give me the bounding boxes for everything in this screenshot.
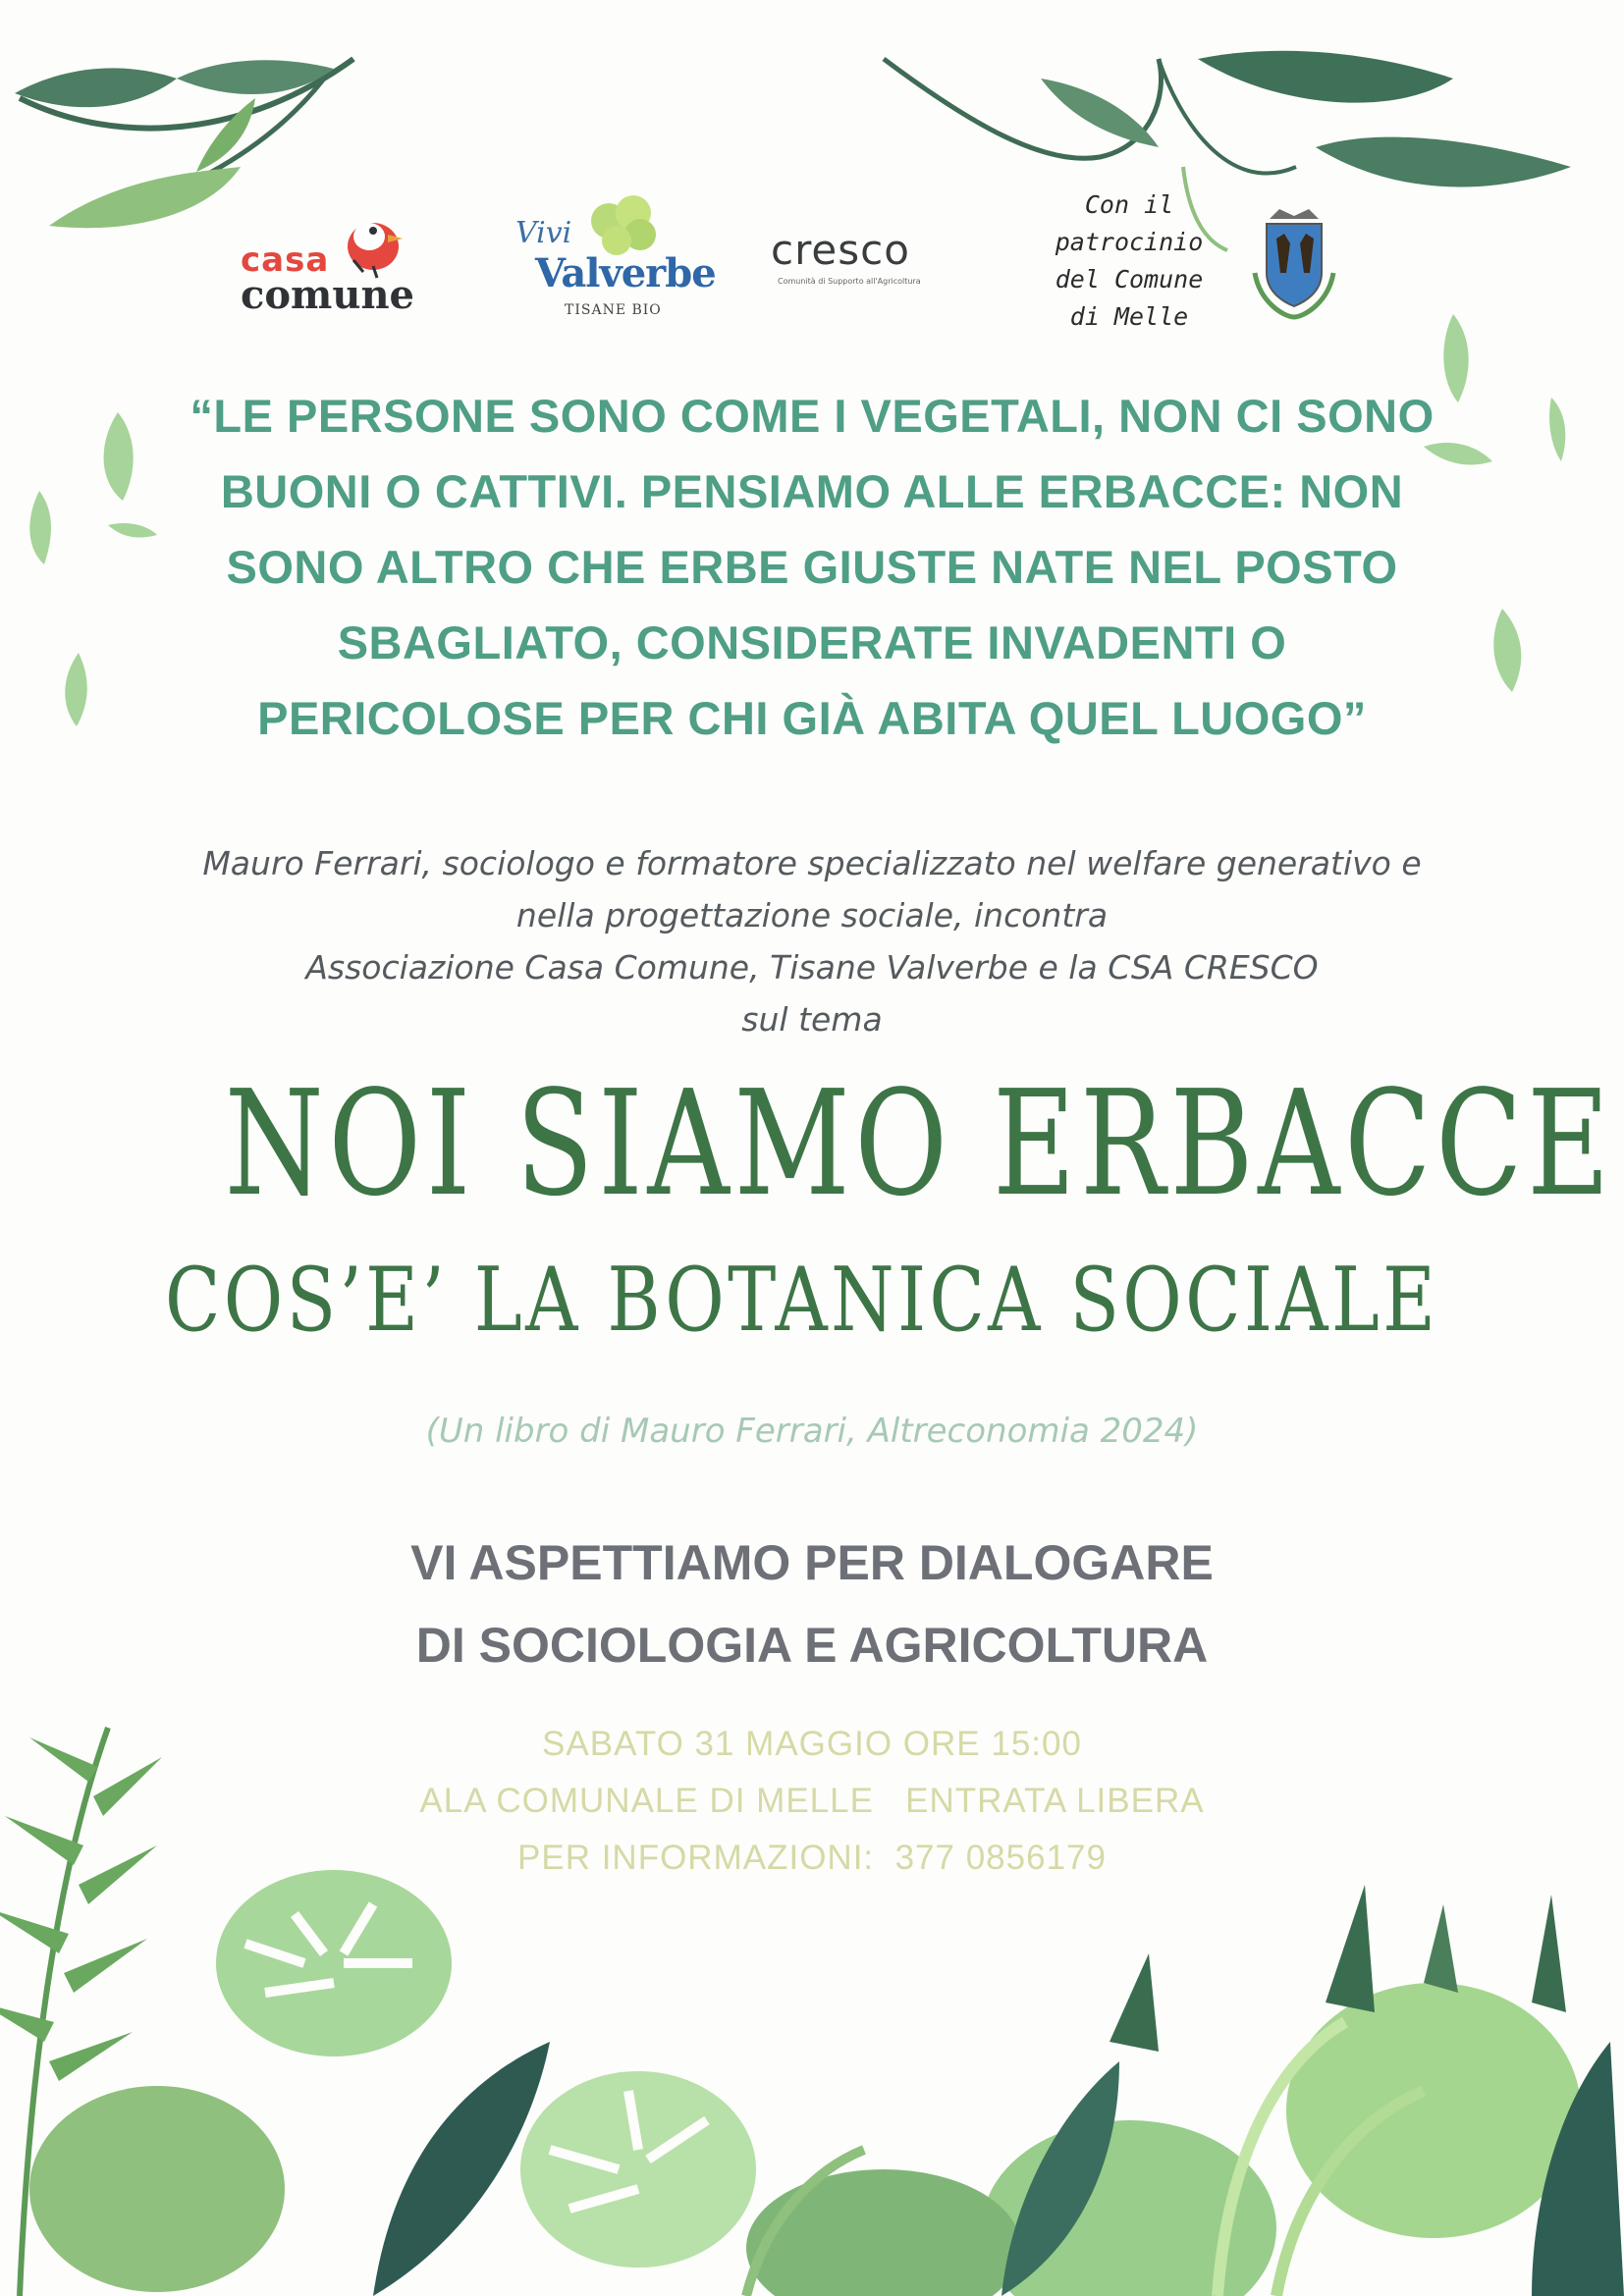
- casa-comune-logo-word1: casa: [241, 240, 330, 280]
- intro-line: Mauro Ferrari, sociologo e formatore specializzato nel welfare generativo e: [202, 844, 1422, 882]
- quote-line: PERICOLOSE PER CHI GIÀ ABITA QUEL LUOGO”: [257, 692, 1367, 744]
- intro-line: sul tema: [741, 1000, 883, 1039]
- bird-icon: [334, 201, 412, 280]
- casa-comune-logo-word2: comune: [241, 272, 414, 318]
- valverbe-logo-name: Valverbe: [535, 250, 716, 296]
- valverbe-logo-vivi: Vivi: [515, 216, 572, 250]
- casa-comune-logo: [236, 201, 432, 318]
- event-contact: PER INFORMAZIONI: 377 0856179: [517, 1839, 1107, 1877]
- intro-paragraph: [59, 837, 1565, 1045]
- cresco-logo: [766, 226, 943, 294]
- invitation-line: DI SOCIOLOGIA E AGRICOLTURA: [415, 1618, 1209, 1673]
- intro-line: Associazione Casa Comune, Tisane Valverbe e la CSA CRESCO: [305, 948, 1319, 987]
- event-subtitle: COS’E’ LA BOTANICA SOCIALE: [165, 1249, 1439, 1352]
- quote-line: SBAGLIATO, CONSIDERATE INVADENTI O: [337, 616, 1287, 668]
- intro-line: nella progettazione sociale, incontra: [515, 896, 1109, 934]
- valverbe-logo-sub: TISANE BIO: [565, 302, 662, 318]
- event-title: NOI SIAMO ERBACCE: [224, 1059, 1615, 1228]
- quote-line: BUONI O CATTIVI. PENSIAMO ALLE ERBACCE: NON: [220, 465, 1404, 517]
- melle-coat-of-arms-icon: [1245, 204, 1343, 322]
- event-details: [59, 1716, 1565, 1887]
- cresco-logo-sub: Comunità di Supporto all'Agricoltura: [778, 277, 921, 286]
- patronage-line: di Melle: [1069, 302, 1189, 331]
- patronage-line: Con il: [1084, 190, 1174, 219]
- invitation-line: VI ASPETTIAMO PER DIALOGARE: [410, 1535, 1214, 1590]
- quote-line: SONO ALTRO CHE ERBE GIUSTE NATE NEL POSTO: [226, 541, 1398, 593]
- quote-block: [88, 378, 1536, 756]
- event-date: SABATO 31 MAGGIO ORE 15:00: [542, 1725, 1082, 1763]
- event-location: ALA COMUNALE DI MELLE ENTRATA LIBERA: [419, 1782, 1205, 1820]
- patronage-line: del Comune: [1055, 265, 1204, 294]
- patronage-line: patrocinio: [1055, 228, 1204, 256]
- book-note: (Un libro di Mauro Ferrari, Altreconomia 2024): [425, 1412, 1199, 1451]
- cresco-logo-name: cresco: [771, 226, 910, 274]
- quote-line: “LE PERSONE SONO COME I VEGETALI, NON CI SONO: [189, 390, 1435, 442]
- patronage-note: [1016, 187, 1242, 336]
- valverbe-logo: [511, 196, 716, 324]
- invitation: [59, 1522, 1565, 1686]
